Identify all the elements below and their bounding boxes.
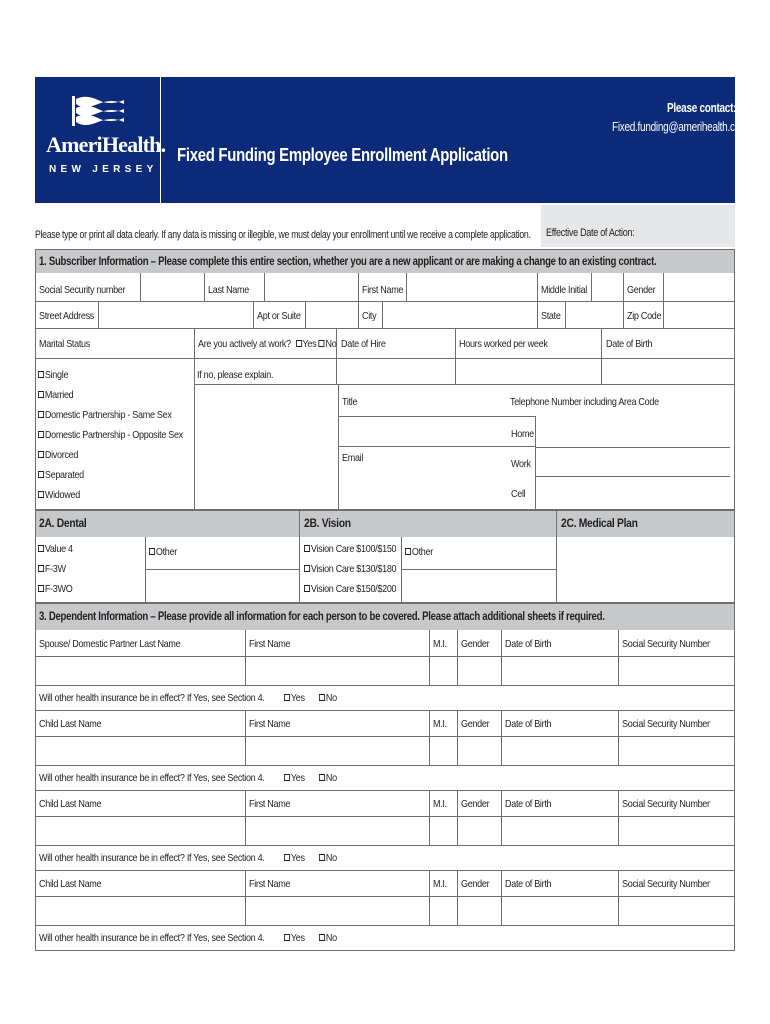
dependent-entry-row[interactable] xyxy=(36,737,734,764)
marital-status-label: Marital Status xyxy=(39,338,90,350)
checkbox[interactable] xyxy=(38,431,44,438)
zip-label: Zip Code xyxy=(627,310,662,322)
dependent-dob-label: Date of Birth xyxy=(505,718,552,730)
dental-title: 2A. Dental xyxy=(39,516,87,530)
actively-at-work-label xyxy=(198,338,336,350)
actively-at-work-question: Are you actively at work? xyxy=(198,338,291,350)
other-insurance-yes[interactable]: Yes xyxy=(284,852,305,864)
checkbox[interactable] xyxy=(304,565,310,572)
checkbox[interactable] xyxy=(284,774,290,781)
vision-option-100-150[interactable]: Vision Care $100/$150 xyxy=(304,543,396,555)
checkbox[interactable] xyxy=(38,585,44,592)
checkbox[interactable] xyxy=(38,545,44,552)
street-address-label: Street Address xyxy=(39,310,95,322)
dependent-first-name-label: First Name xyxy=(249,798,291,810)
dependent-dob-label: Date of Birth xyxy=(505,638,552,650)
checkbox[interactable] xyxy=(319,694,325,701)
marital-option-widowed[interactable]: Widowed xyxy=(38,489,80,501)
dependent-dob-label: Date of Birth xyxy=(505,798,552,810)
other-insurance-no[interactable]: No xyxy=(319,772,337,784)
title-label: Title xyxy=(342,396,358,408)
checkbox[interactable] xyxy=(304,545,310,552)
vision-option-150-200[interactable]: Vision Care $150/$200 xyxy=(304,583,396,595)
dependent-gender-label: Gender xyxy=(461,798,490,810)
brand-region: NEW JERSEY xyxy=(49,164,158,175)
dependent-mi-label: M.I. xyxy=(433,638,447,650)
other-insurance-question: Will other health insurance be in effect? If Yes, see Section 4. xyxy=(39,932,265,944)
other-insurance-no[interactable]: No xyxy=(319,852,337,864)
work-no-label: No xyxy=(325,338,337,350)
dependent-ssn-label: Social Security Number xyxy=(622,878,710,890)
ssn-label: Social Security number xyxy=(39,284,126,296)
checkbox[interactable] xyxy=(319,854,325,861)
dental-option-other[interactable]: Other xyxy=(149,546,177,558)
first-name-label: First Name xyxy=(362,284,404,296)
dependent-last-name-label: Child Last Name xyxy=(39,798,102,810)
dependent-first-name-label: First Name xyxy=(249,638,291,650)
checkbox[interactable] xyxy=(284,934,290,941)
vision-title: 2B. Vision xyxy=(304,516,351,530)
email-label: Email xyxy=(342,452,364,464)
other-insurance-yes[interactable]: Yes xyxy=(284,692,305,704)
checkbox[interactable] xyxy=(38,411,44,418)
date-of-hire-label: Date of Hire xyxy=(341,338,386,350)
dental-option-f3wo[interactable]: F-3WO xyxy=(38,583,72,595)
medical-title: 2C. Medical Plan xyxy=(561,516,638,530)
home-phone-label: Home xyxy=(511,428,534,440)
hours-worked-label: Hours worked per week xyxy=(459,338,548,350)
checkbox[interactable] xyxy=(284,854,290,861)
dependent-last-name-label: Spouse/ Domestic Partner Last Name xyxy=(39,638,181,650)
checkbox[interactable] xyxy=(319,934,325,941)
other-insurance-question: Will other health insurance be in effect? If Yes, see Section 4. xyxy=(39,772,265,784)
checkbox[interactable] xyxy=(319,774,325,781)
other-insurance-question: Will other health insurance be in effect? If Yes, see Section 4. xyxy=(39,692,265,704)
dependent-entry-row[interactable] xyxy=(36,657,734,684)
instructions-text: Please type or print all data clearly. If any data is missing or illegible, we must delay your enrollment until we receive a complete application. xyxy=(35,229,531,241)
apt-suite-label: Apt or Suite xyxy=(257,310,301,322)
marital-option-divorced[interactable]: Divorced xyxy=(38,449,78,461)
dependent-ssn-label: Social Security Number xyxy=(622,798,710,810)
dependent-mi-label: M.I. xyxy=(433,718,447,730)
if-no-explain-label: If no, please explain. xyxy=(197,369,274,381)
checkbox[interactable] xyxy=(38,565,44,572)
work-yes-label: Yes xyxy=(302,338,317,350)
contact-email[interactable]: Fixed.funding@amerihealth.com xyxy=(612,120,748,134)
vision-option-130-180[interactable]: Vision Care $130/$180 xyxy=(304,563,396,575)
dependent-entry-row[interactable] xyxy=(36,817,734,844)
marital-option-dp-same-sex[interactable]: Domestic Partnership - Same Sex xyxy=(38,409,172,421)
marital-option-separated[interactable]: Separated xyxy=(38,469,84,481)
work-yes-checkbox[interactable] xyxy=(296,340,302,347)
checkbox[interactable] xyxy=(38,471,44,478)
date-of-birth-label: Date of Birth xyxy=(606,338,653,350)
vision-option-other[interactable]: Other xyxy=(405,546,433,558)
dependent-last-name-label: Child Last Name xyxy=(39,718,102,730)
dependent-dob-label: Date of Birth xyxy=(505,878,552,890)
dependent-gender-label: Gender xyxy=(461,718,490,730)
other-insurance-no[interactable]: No xyxy=(319,692,337,704)
dependent-ssn-label: Social Security Number xyxy=(622,638,710,650)
other-insurance-yes[interactable]: Yes xyxy=(284,772,305,784)
middle-initial-label: Middle Initial xyxy=(541,284,587,296)
checkbox[interactable] xyxy=(38,391,44,398)
marital-option-married[interactable]: Married xyxy=(38,389,73,401)
telephone-label: Telephone Number including Area Code xyxy=(510,396,659,408)
marital-option-single[interactable]: Single xyxy=(38,369,68,381)
dependent-first-name-label: First Name xyxy=(249,878,291,890)
checkbox[interactable] xyxy=(38,371,44,378)
other-insurance-question: Will other health insurance be in effect? If Yes, see Section 4. xyxy=(39,852,265,864)
dependent-first-name-label: First Name xyxy=(249,718,291,730)
flag-icon xyxy=(72,96,126,126)
section3-title: 3. Dependent Information – Please provide all information for each person to be covered. Please attach additional sheets if required. xyxy=(39,609,605,623)
state-label: State xyxy=(541,310,561,322)
marital-option-dp-opposite-sex[interactable]: Domestic Partnership - Opposite Sex xyxy=(38,429,183,441)
city-label: City xyxy=(362,310,377,322)
effective-date-field[interactable] xyxy=(541,205,735,247)
checkbox[interactable] xyxy=(38,451,44,458)
dependent-mi-label: M.I. xyxy=(433,798,447,810)
effective-date-label: Effective Date of Action: xyxy=(546,227,635,239)
contact-label: Please contact: xyxy=(667,101,737,115)
dependent-gender-label: Gender xyxy=(461,878,490,890)
dependent-last-name-label: Child Last Name xyxy=(39,878,102,890)
dependent-mi-label: M.I. xyxy=(433,878,447,890)
work-phone-label: Work xyxy=(511,458,531,470)
checkbox[interactable] xyxy=(304,585,310,592)
dependent-entry-row[interactable] xyxy=(36,897,734,924)
dental-option-value4[interactable]: Value 4 xyxy=(38,543,73,555)
brand-name: AmeriHealth. xyxy=(46,132,166,157)
cell-phone-label: Cell xyxy=(511,488,526,500)
checkbox[interactable] xyxy=(149,548,155,555)
gender-label: Gender xyxy=(627,284,656,296)
dental-option-f3w[interactable]: F-3W xyxy=(38,563,66,575)
other-insurance-yes[interactable]: Yes xyxy=(284,932,305,944)
checkbox[interactable] xyxy=(284,694,290,701)
dependent-gender-label: Gender xyxy=(461,638,490,650)
checkbox[interactable] xyxy=(405,548,411,555)
work-no-checkbox[interactable] xyxy=(319,340,325,347)
last-name-label: Last Name xyxy=(208,284,249,296)
checkbox[interactable] xyxy=(38,491,44,498)
section1-title: 1. Subscriber Information – Please complete this entire section, whether you are a new applicant or are making a change to an existing contract. xyxy=(39,254,657,268)
form-title: Fixed Funding Employee Enrollment Application xyxy=(177,145,508,165)
dependent-ssn-label: Social Security Number xyxy=(622,718,710,730)
other-insurance-no[interactable]: No xyxy=(319,932,337,944)
